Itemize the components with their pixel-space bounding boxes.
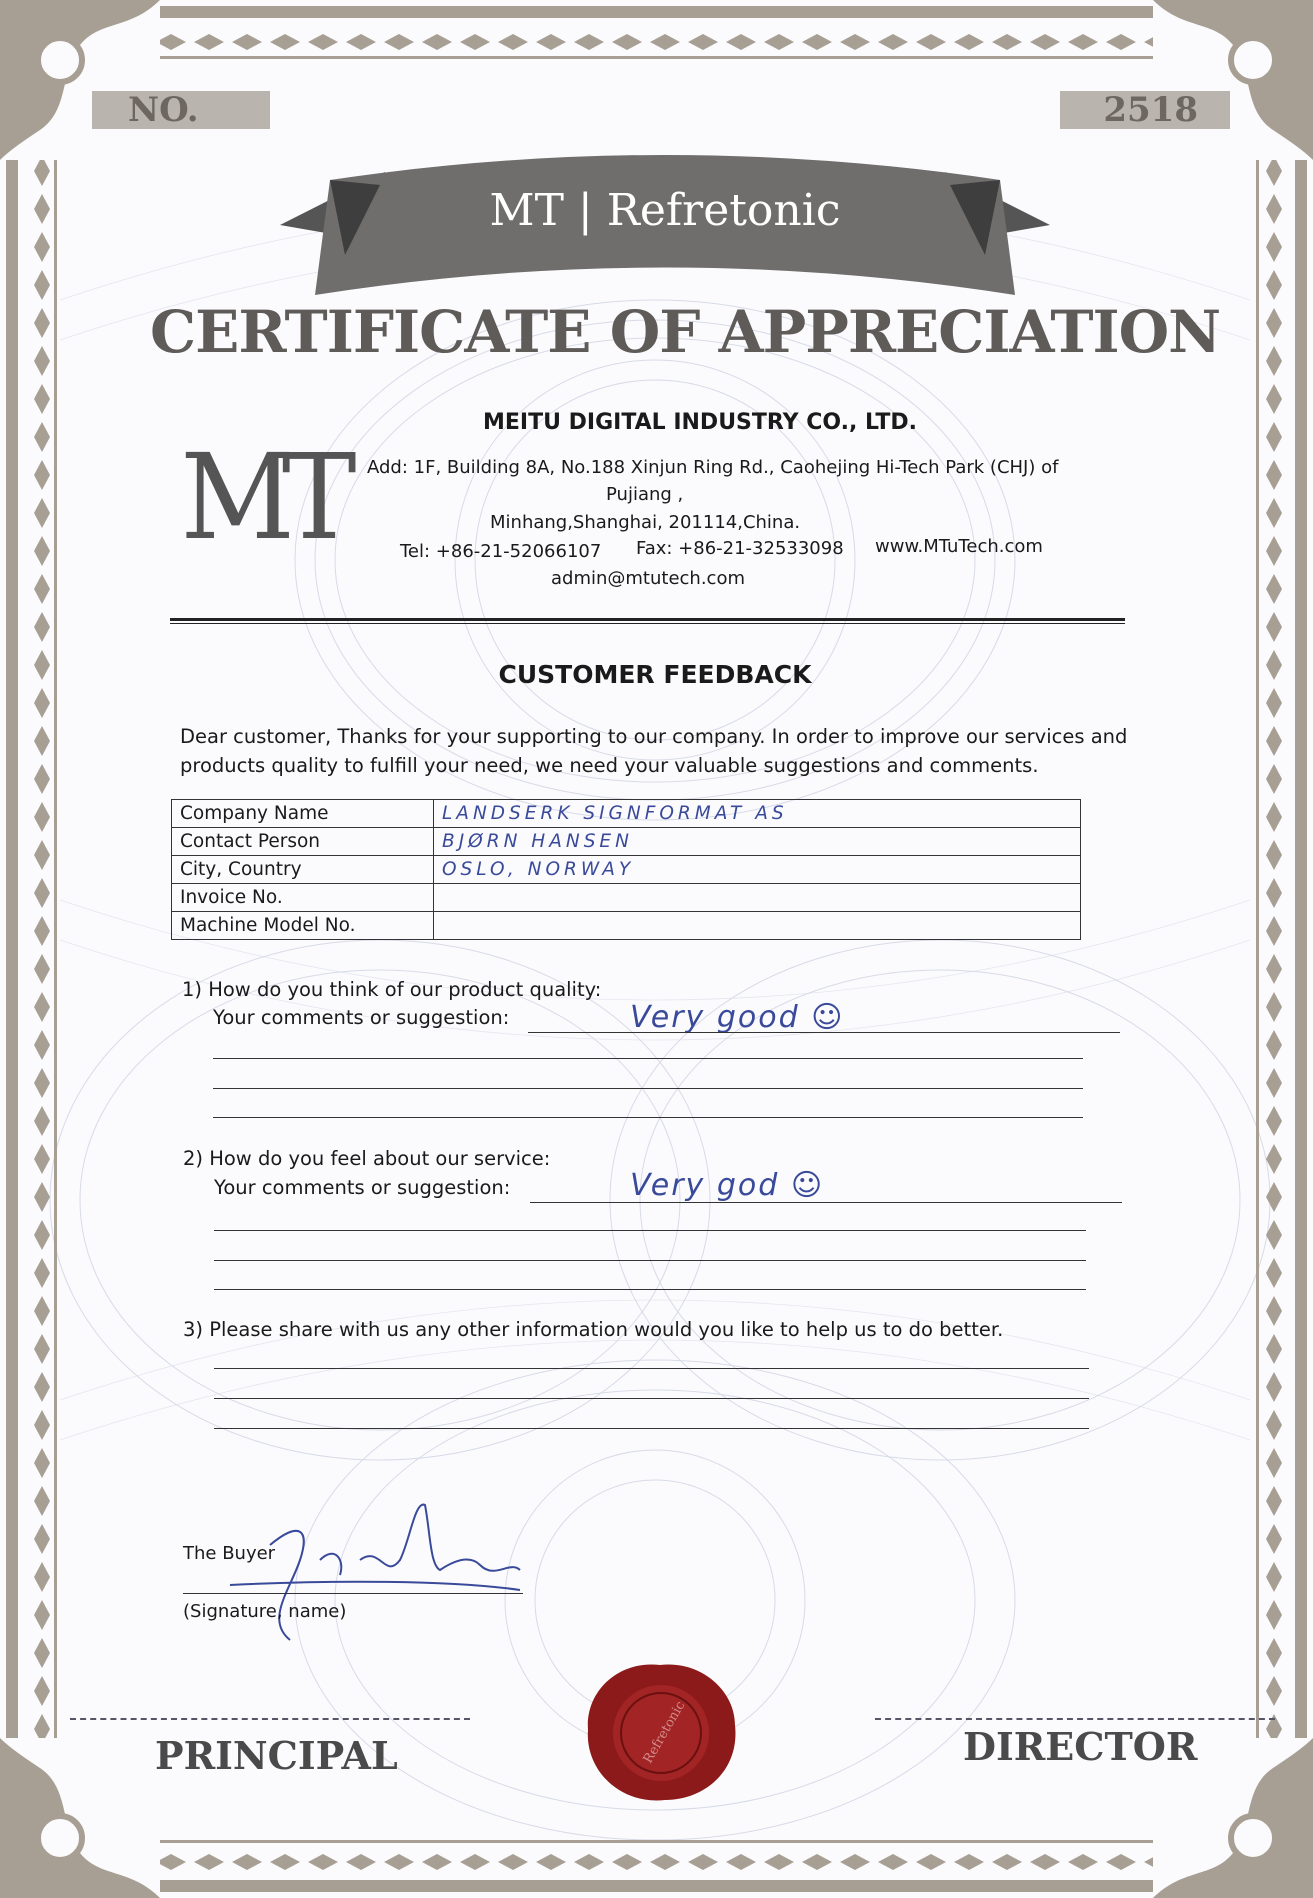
field-value-company[interactable]: LANDSERK SIGNFORMAT AS [434, 800, 1081, 828]
director-label: DIRECTOR [963, 1724, 1198, 1769]
table-row [172, 800, 1081, 828]
company-logo: MT [180, 428, 344, 566]
number-label: NO. [92, 91, 270, 129]
feedback-intro [180, 722, 1140, 780]
certificate-number: 2518 [1060, 91, 1230, 129]
intro-line-1: Dear customer, Thanks for your supporting to our company. In order to improve our services and [180, 725, 1128, 748]
question-2-prompt: Your comments or suggestion: [214, 1176, 511, 1199]
company-website: www.MTuTech.com [875, 536, 1043, 557]
signature-note: (Signature, name) [183, 1601, 347, 1622]
question-2: 2) How do you feel about our service: [183, 1147, 551, 1170]
company-address-line3: Minhang,Shanghai, 201114,China. [490, 512, 801, 533]
seal-text: Refretonic [640, 1698, 689, 1767]
answer-line [214, 1428, 1089, 1429]
signature-line [183, 1593, 523, 1594]
answer-line [214, 1368, 1089, 1369]
answer-line [214, 1289, 1086, 1290]
answer-line [214, 1230, 1086, 1231]
answer-line [214, 1260, 1086, 1261]
answer-line [213, 1058, 1083, 1059]
answer-line [530, 1202, 1122, 1203]
company-tel: Tel: +86-21-52066107 [400, 541, 602, 562]
question-2-answer[interactable]: Very god ☺ [630, 1168, 825, 1203]
table-row [172, 828, 1081, 856]
field-value-model[interactable] [434, 912, 1081, 940]
field-label: Invoice No. [172, 884, 434, 912]
answer-line [213, 1088, 1083, 1089]
answer-line [214, 1398, 1089, 1399]
field-label: Contact Person [172, 828, 434, 856]
feedback-section-title: CUSTOMER FEEDBACK [498, 660, 812, 689]
certificate-title: CERTIFICATE OF APPRECIATION [150, 298, 1221, 366]
question-1-prompt: Your comments or suggestion: [213, 1006, 510, 1029]
principal-divider [70, 1718, 470, 1720]
company-email: admin@mtutech.com [551, 568, 746, 589]
table-row [172, 884, 1081, 912]
question-1-answer[interactable]: Very good ☺ [630, 1000, 845, 1035]
customer-info-table [171, 799, 1081, 940]
question-3: 3) Please share with us any other information would you like to help us to do better. [183, 1318, 1004, 1341]
field-label: Machine Model No. [172, 912, 434, 940]
director-divider [875, 1718, 1275, 1720]
answer-line [528, 1032, 1120, 1033]
intro-line-2: products quality to fulfill your need, we need your valuable suggestions and comments. [180, 754, 1039, 777]
question-1: 1) How do you think of our product quality: [182, 978, 602, 1001]
field-value-city[interactable]: OSLO, NORWAY [434, 856, 1081, 884]
answer-line [213, 1117, 1083, 1118]
company-address-line1: Add: 1F, Building 8A, No.188 Xinjun Ring Rd., Caohejing Hi-Tech Park (CHJ) of [367, 457, 1059, 478]
company-name: MEITU DIGITAL INDUSTRY CO., LTD. [483, 410, 917, 435]
buyer-label: The Buyer [183, 1543, 276, 1564]
principal-label: PRINCIPAL [155, 1733, 398, 1778]
table-row [172, 856, 1081, 884]
banner-text: MT | Refretonic [489, 185, 841, 236]
field-label: Company Name [172, 800, 434, 828]
company-fax: Fax: +86-21-32533098 [636, 538, 844, 559]
company-address-line2: Pujiang , [606, 484, 684, 505]
field-value-contact[interactable]: BJØRN HANSEN [434, 828, 1081, 856]
table-row [172, 912, 1081, 940]
field-value-invoice[interactable] [434, 884, 1081, 912]
field-label: City, Country [172, 856, 434, 884]
